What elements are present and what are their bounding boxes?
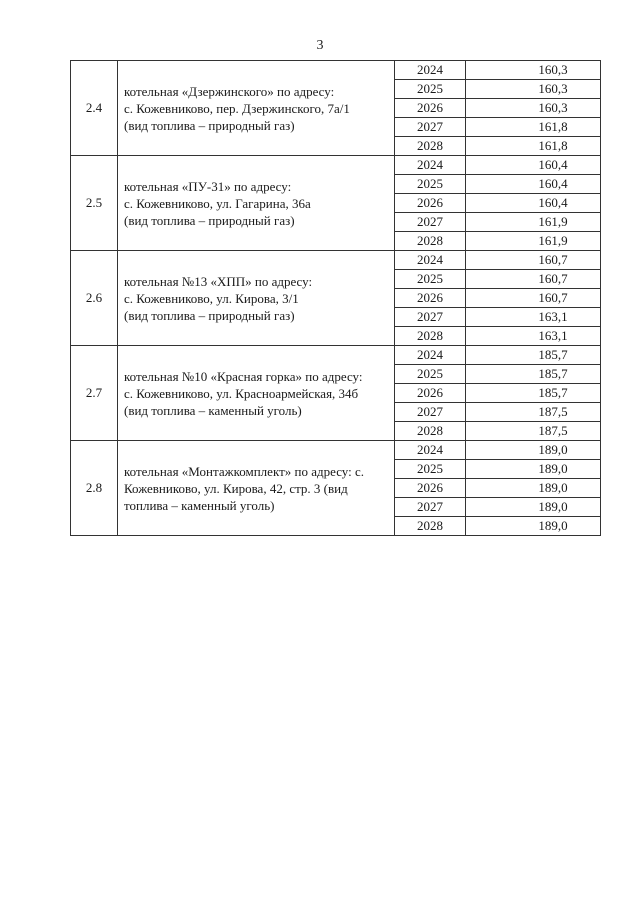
boiler-description <box>118 251 395 346</box>
value-cell: 161,9 <box>466 232 601 251</box>
value-cell: 161,9 <box>466 213 601 232</box>
description-line: котельная «Дзержинского» по адресу: <box>124 83 335 99</box>
year-cell: 2027 <box>395 308 466 327</box>
item-number: 2.8 <box>71 441 118 536</box>
description-line: котельная №13 «ХПП» по адресу: <box>124 273 313 289</box>
year-cell: 2027 <box>395 118 466 137</box>
year-cell: 2026 <box>395 289 466 308</box>
description-line: (вид топлива – природный газ) <box>124 212 295 228</box>
item-number: 2.7 <box>71 346 118 441</box>
year-cell: 2028 <box>395 137 466 156</box>
year-cell: 2027 <box>395 498 466 517</box>
value-cell: 185,7 <box>466 384 601 403</box>
year-cell: 2028 <box>395 327 466 346</box>
year-cell: 2028 <box>395 517 466 536</box>
value-cell: 185,7 <box>466 346 601 365</box>
year-cell: 2024 <box>395 346 466 365</box>
table-row <box>71 61 601 80</box>
value-cell: 161,8 <box>466 137 601 156</box>
value-cell: 187,5 <box>466 403 601 422</box>
value-cell: 160,4 <box>466 194 601 213</box>
description-line: с. Кожевниково, ул. Гагарина, 36а <box>124 195 311 211</box>
value-cell: 160,4 <box>466 156 601 175</box>
year-cell: 2025 <box>395 365 466 384</box>
year-cell: 2025 <box>395 80 466 99</box>
year-cell: 2028 <box>395 232 466 251</box>
item-number: 2.6 <box>71 251 118 346</box>
description-line: котельная №10 «Красная горка» по адресу: <box>124 368 363 384</box>
item-number: 2.4 <box>71 61 118 156</box>
boiler-description <box>118 61 395 156</box>
value-cell: 163,1 <box>466 308 601 327</box>
year-cell: 2027 <box>395 403 466 422</box>
description-line: (вид топлива – природный газ) <box>124 307 295 323</box>
boiler-description <box>118 346 395 441</box>
description-line: (вид топлива – каменный уголь) <box>124 402 302 418</box>
description-line: (вид топлива – природный газ) <box>124 117 295 133</box>
tariff-table <box>70 60 601 536</box>
value-cell: 160,3 <box>466 80 601 99</box>
year-cell: 2024 <box>395 61 466 80</box>
year-cell: 2026 <box>395 194 466 213</box>
value-cell: 160,7 <box>466 251 601 270</box>
year-cell: 2027 <box>395 213 466 232</box>
value-cell: 189,0 <box>466 441 601 460</box>
page-number: 3 <box>316 38 324 53</box>
value-cell: 160,7 <box>466 289 601 308</box>
value-cell: 160,7 <box>466 270 601 289</box>
table-row <box>71 441 601 460</box>
value-cell: 189,0 <box>466 479 601 498</box>
year-cell: 2024 <box>395 441 466 460</box>
year-cell: 2028 <box>395 422 466 441</box>
description-line: с. Кожевниково, ул. Кирова, 3/1 <box>124 290 299 306</box>
description-line: с. Кожевниково, ул. Красноармейская, 34б <box>124 385 359 401</box>
year-cell: 2025 <box>395 460 466 479</box>
value-cell: 189,0 <box>466 498 601 517</box>
value-cell: 189,0 <box>466 517 601 536</box>
value-cell: 160,4 <box>466 175 601 194</box>
tariff-table-body <box>71 61 601 536</box>
year-cell: 2024 <box>395 251 466 270</box>
description-line: с. Кожевниково, пер. Дзержинского, 7а/1 <box>124 100 350 116</box>
item-number: 2.5 <box>71 156 118 251</box>
year-cell: 2025 <box>395 175 466 194</box>
description-line: топлива – каменный уголь) <box>124 497 275 513</box>
value-cell: 160,3 <box>466 99 601 118</box>
year-cell: 2024 <box>395 156 466 175</box>
value-cell: 185,7 <box>466 365 601 384</box>
table-row <box>71 346 601 365</box>
value-cell: 163,1 <box>466 327 601 346</box>
value-cell: 187,5 <box>466 422 601 441</box>
value-cell: 160,3 <box>466 61 601 80</box>
description-line: котельная «ПУ-31» по адресу: <box>124 178 292 194</box>
description-line: Кожевниково, ул. Кирова, 42, стр. 3 (вид <box>124 480 348 496</box>
boiler-description <box>118 441 395 536</box>
year-cell: 2026 <box>395 384 466 403</box>
year-cell: 2025 <box>395 270 466 289</box>
value-cell: 189,0 <box>466 460 601 479</box>
description-line: котельная «Монтажкомплект» по адресу: с. <box>124 463 365 479</box>
year-cell: 2026 <box>395 479 466 498</box>
boiler-description <box>118 156 395 251</box>
year-cell: 2026 <box>395 99 466 118</box>
table-row <box>71 156 601 175</box>
table-row <box>71 251 601 270</box>
value-cell: 161,8 <box>466 118 601 137</box>
